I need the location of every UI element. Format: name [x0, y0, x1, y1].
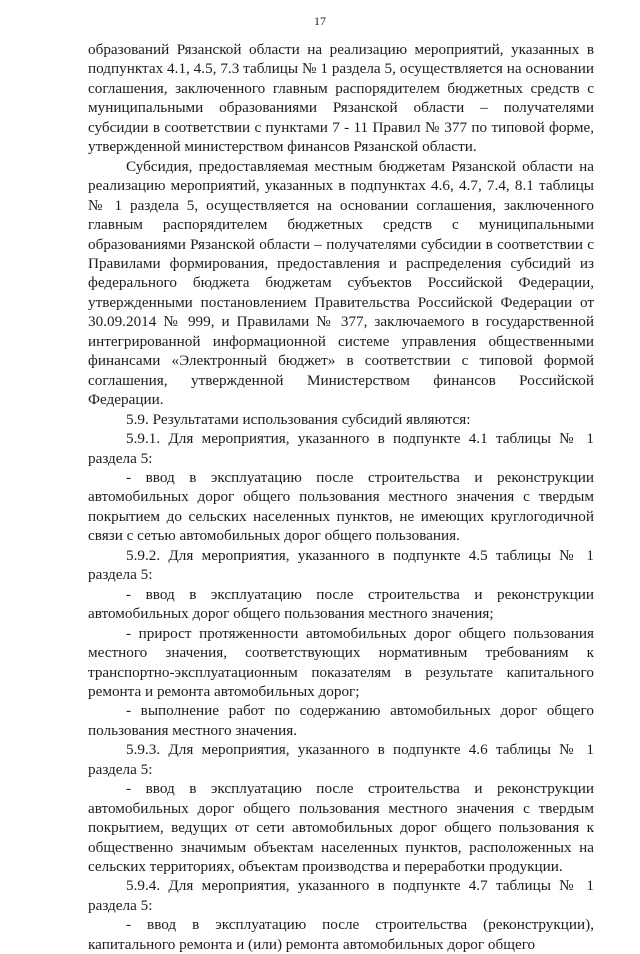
- paragraph-subsidy-federal: Субсидия, предоставляемая местным бюджетам Рязанской области на реализацию мероприятий, указанных в подпунктах 4.6, 4.7, 7.4, 8.1 таблицы № 1 раздела 5, осуществляется на основании соглашения, заключенного главным распорядителем бюджетных средств с муниципальными образованиями Рязанской области – получателями субсидии в соответствии с Правилами формирования, предоставления и распределения субсидий из федерального бюджета бюджетам субъектов Российской Федерации, утвержденными постановлением Правительства Российской Федерации от 30.09.2014 № 999, и Правилами № 377, заключаемого в государственной интегрированной информационной системе управления общественными финансами «Электронный бюджет» в соответствии с типовой формой соглашения, утвержденной Министерством финансов Российской Федерации.: [88, 157, 594, 409]
- clause-5-9-1: 5.9.1. Для мероприятия, указанного в подпункте 4.1 таблицы № 1 раздела 5:: [88, 430, 594, 467]
- paragraph-continuation: образований Рязанской области на реализацию мероприятий, указанных в подпунктах 4.1, 4.5, 7.3 таблицы № 1 раздела 5, осуществляется на основании соглашения, заключенного главным распорядителем бюджетных средств с муниципальными образованиями Рязанской области – получателями субсидии в соответствии с пунктами 7 - 11 Правил № 377 по типовой форме, утвержденной министерством финансов Рязанской области.: [88, 41, 594, 156]
- clause-5-9-1-item-1: - ввод в эксплуатацию после строительства и реконструкции автомобильных дорог общего пользования местного значения с твердым покрытием до сельских населенных пунктов, не имеющих круглогодичной связи с сетью автомобильных дорог общего пользования.: [88, 468, 594, 545]
- clause-5-9-2: 5.9.2. Для мероприятия, указанного в подпункте 4.5 таблицы № 1 раздела 5:: [88, 546, 594, 584]
- clause-5-9-2-item-2: - прирост протяженности автомобильных дорог общего пользования местного значения, соответствующих нормативным требованиям к транспортно-эксплуатационным показателям в результате капитального ремонта и ремонта автомобильных дорог;: [88, 624, 594, 700]
- clause-5-9-2-item-3: - выполнение работ по содержанию автомобильных дорог общего пользования местного значения.: [88, 702, 594, 739]
- clause-5-9-4-item-1: - ввод в эксплуатацию после строительства (реконструкции), капитального ремонта и (или) ремонта автомобильных дорог общего: [88, 916, 594, 953]
- clause-5-9-2-item-1: - ввод в эксплуатацию после строительства и реконструкции автомобильных дорог общего пользования местного значения;: [88, 585, 594, 623]
- clause-5-9-4: 5.9.4. Для мероприятия, указанного в подпункте 4.7 таблицы № 1 раздела 5:: [88, 877, 594, 914]
- page-number: 17: [314, 14, 326, 28]
- section-5-9-heading: 5.9. Результатами использования субсидий являются:: [126, 410, 471, 428]
- clause-5-9-3: 5.9.3. Для мероприятия, указанного в подпункте 4.6 таблицы № 1 раздела 5:: [88, 741, 594, 778]
- document-body: [88, 40, 594, 954]
- clause-5-9-3-item-1: - ввод в эксплуатацию после строительства и реконструкции автомобильных дорог общего пользования местного значения с твердым покрытием, ведущих от сети автомобильных дорог общего пользования к общественно значимым объектам населенных пунктов, расположенных на сельских территориях, объектам производства и переработки продукции.: [88, 780, 594, 876]
